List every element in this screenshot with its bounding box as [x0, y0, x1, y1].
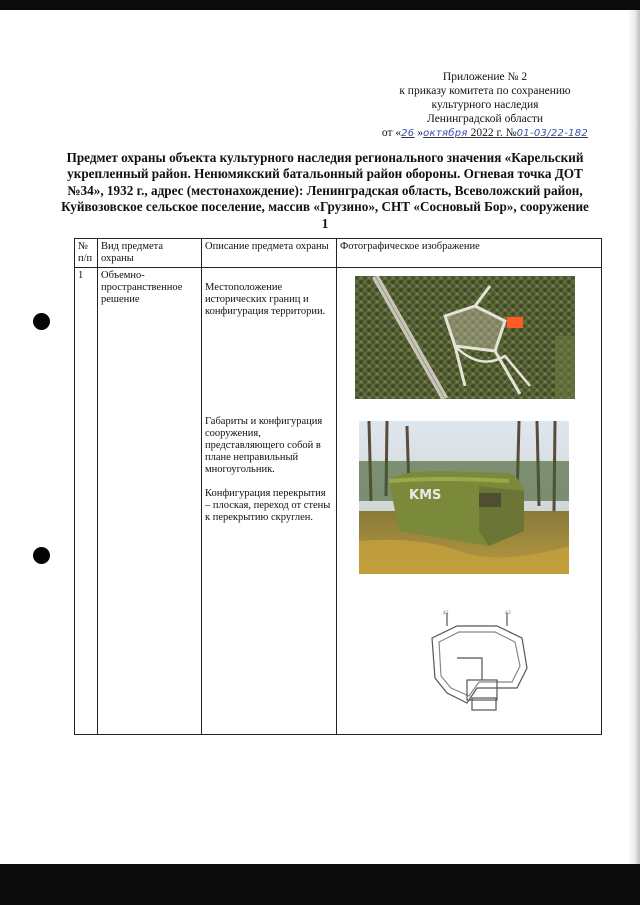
aerial-map-image: [355, 276, 575, 399]
appendix-line-3: культурного наследия: [431, 99, 539, 111]
order-number: 01-03/22-182: [516, 128, 589, 139]
date-prefix: от «: [381, 127, 402, 139]
description-roof: Конфигурация перекрытия – плоская, переход от стены к перекрытию скруглен.: [205, 488, 331, 523]
date-mid: »: [414, 127, 424, 139]
bunker-photo: [359, 421, 569, 574]
punch-hole-bottom: [33, 547, 50, 564]
floor-plan-drawing: [417, 608, 537, 718]
appendix-date-line: [360, 126, 610, 141]
description-location: Местоположение исторических границ и конфигурация территории.: [205, 282, 326, 317]
scan-top-border: [0, 0, 640, 10]
row-description: [202, 268, 337, 735]
header-num: № п/п: [75, 239, 98, 268]
object-marker-icon: [507, 317, 523, 328]
scan-bottom-border: [0, 864, 640, 905]
appendix-line-1: Приложение № 2: [442, 71, 528, 83]
table-row: [75, 268, 602, 735]
header-photo: Фотографическое изображение: [337, 239, 602, 268]
appendix-line-4: Ленинградской области: [426, 113, 544, 125]
date-year: 2022 г. №: [467, 127, 517, 139]
description-dimensions: Габариты и конфигурация сооружения, представляющего собой в плане неправильный многоугольник.: [205, 416, 323, 475]
svg-text:ф2: ф2: [505, 610, 511, 615]
row-num: 1: [75, 268, 98, 735]
appendix-line-2: к приказу комитета по сохранению: [399, 85, 571, 97]
protection-subject-table: [74, 238, 602, 735]
table-header-row: [75, 239, 602, 268]
date-day: 26: [401, 128, 415, 139]
svg-text:KMS: KMS: [409, 488, 442, 503]
header-description: Описание предмета охраны: [202, 239, 337, 268]
appendix-header: [360, 70, 610, 141]
scan-right-edge: [628, 10, 640, 864]
row-type: Объемно-пространственное решение: [98, 268, 202, 735]
document-title: Предмет охраны объекта культурного наследия регионального значения «Карельский укрепленный район. Ненюмякский батальонный район обороны. Огневая точка ДОТ №34», 1932 г., адрес (местонахождение): Ленинградская область, Всеволожский район, Куйвозовское сельское поселение, массив «Грузино», СНТ «Сосновый Бор», сооружение 1: [61, 150, 589, 231]
date-month: октября: [423, 128, 468, 139]
punch-hole-top: [33, 313, 50, 330]
row-photos: [337, 268, 602, 735]
svg-text:ф1: ф1: [443, 610, 449, 615]
header-type: Вид предмета охраны: [98, 239, 202, 268]
